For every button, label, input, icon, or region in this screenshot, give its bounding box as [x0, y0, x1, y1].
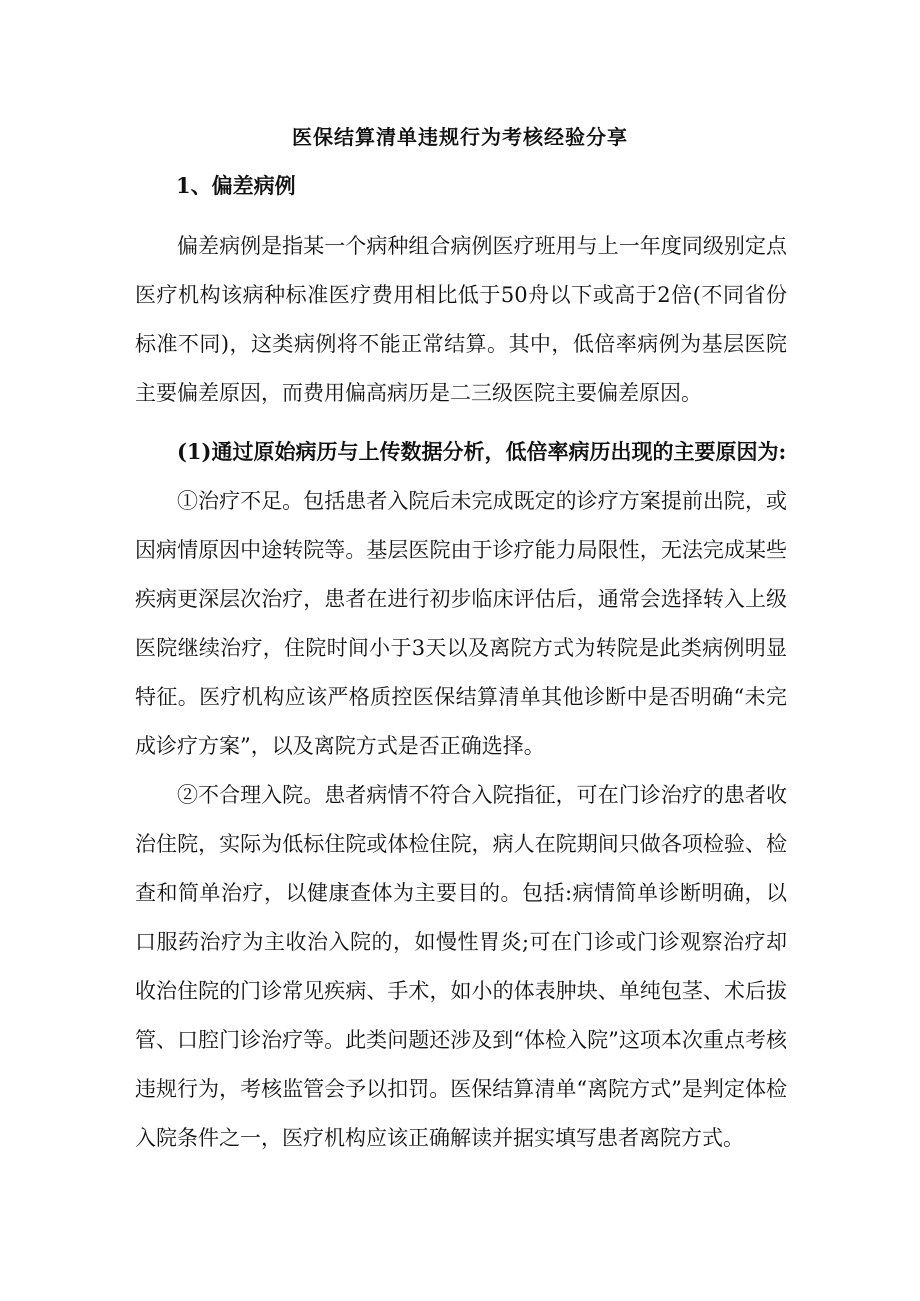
sub-heading-low-ratio-causes: (1)通过原始病历与上传数据分析，低倍率病历出现的主要原因为: [177, 439, 787, 464]
section-heading: 1、偏差病例 [176, 173, 296, 198]
paragraph-insufficient-treatment: ①治疗不足。包括患者入院后未完成既定的诊疗方案提前出院，或因病情原因中途转院等。基层医院由于诊疗能力局限性，无法完成某些疾病更深层次治疗，患者在进行初步临床评估后，通常会选择转入上级医院继续治疗，住院时间小于3天以及离院方式为转院是此类病例明显特征。医疗机构应该严格质控医保结算清单其他诊断中是否明确“未完成诊疗方案”，以及离院方式是否正确选择。 [135, 489, 787, 758]
paragraph-unreasonable-admission: ②不合理入院。患者病情不符合入院指征，可在门诊治疗的患者收治住院，实际为低标住院或体检住院，病人在院期间只做各项检验、检查和简单治疗，以健康查体为主要目的。包括:病情简单诊断明确，以口服药治疗为主收治入院的，如慢性胃炎;可在门诊或门诊观察治疗却收治住院的门诊常见疾病、手术，如小的体表肿块、单纯包茎、术后拔管、口腔门诊治疗等。此类问题还涉及到“体检入院”这项本次重点考核违规行为，考核监管会予以扣罚。医保结算清单“离院方式”是判定体检入院条件之一，医疗机构应该正确解读并据实填写患者离院方式。 [135, 783, 787, 1150]
paragraph-deviation-definition: 偏差病例是指某一个病种组合病例医疗班用与上一年度同级别定点医疗机构该病种标准医疗费用相比低于50舟以下或高于2倍(不同省份标准不同)，这类病例将不能正常结算。其中，低倍率病例为基层医院主要偏差原因，而费用偏高病历是二三级医院主要偏差原因。 [135, 234, 787, 405]
document-title: 医保结算清单违规行为考核经验分享 [292, 125, 628, 149]
